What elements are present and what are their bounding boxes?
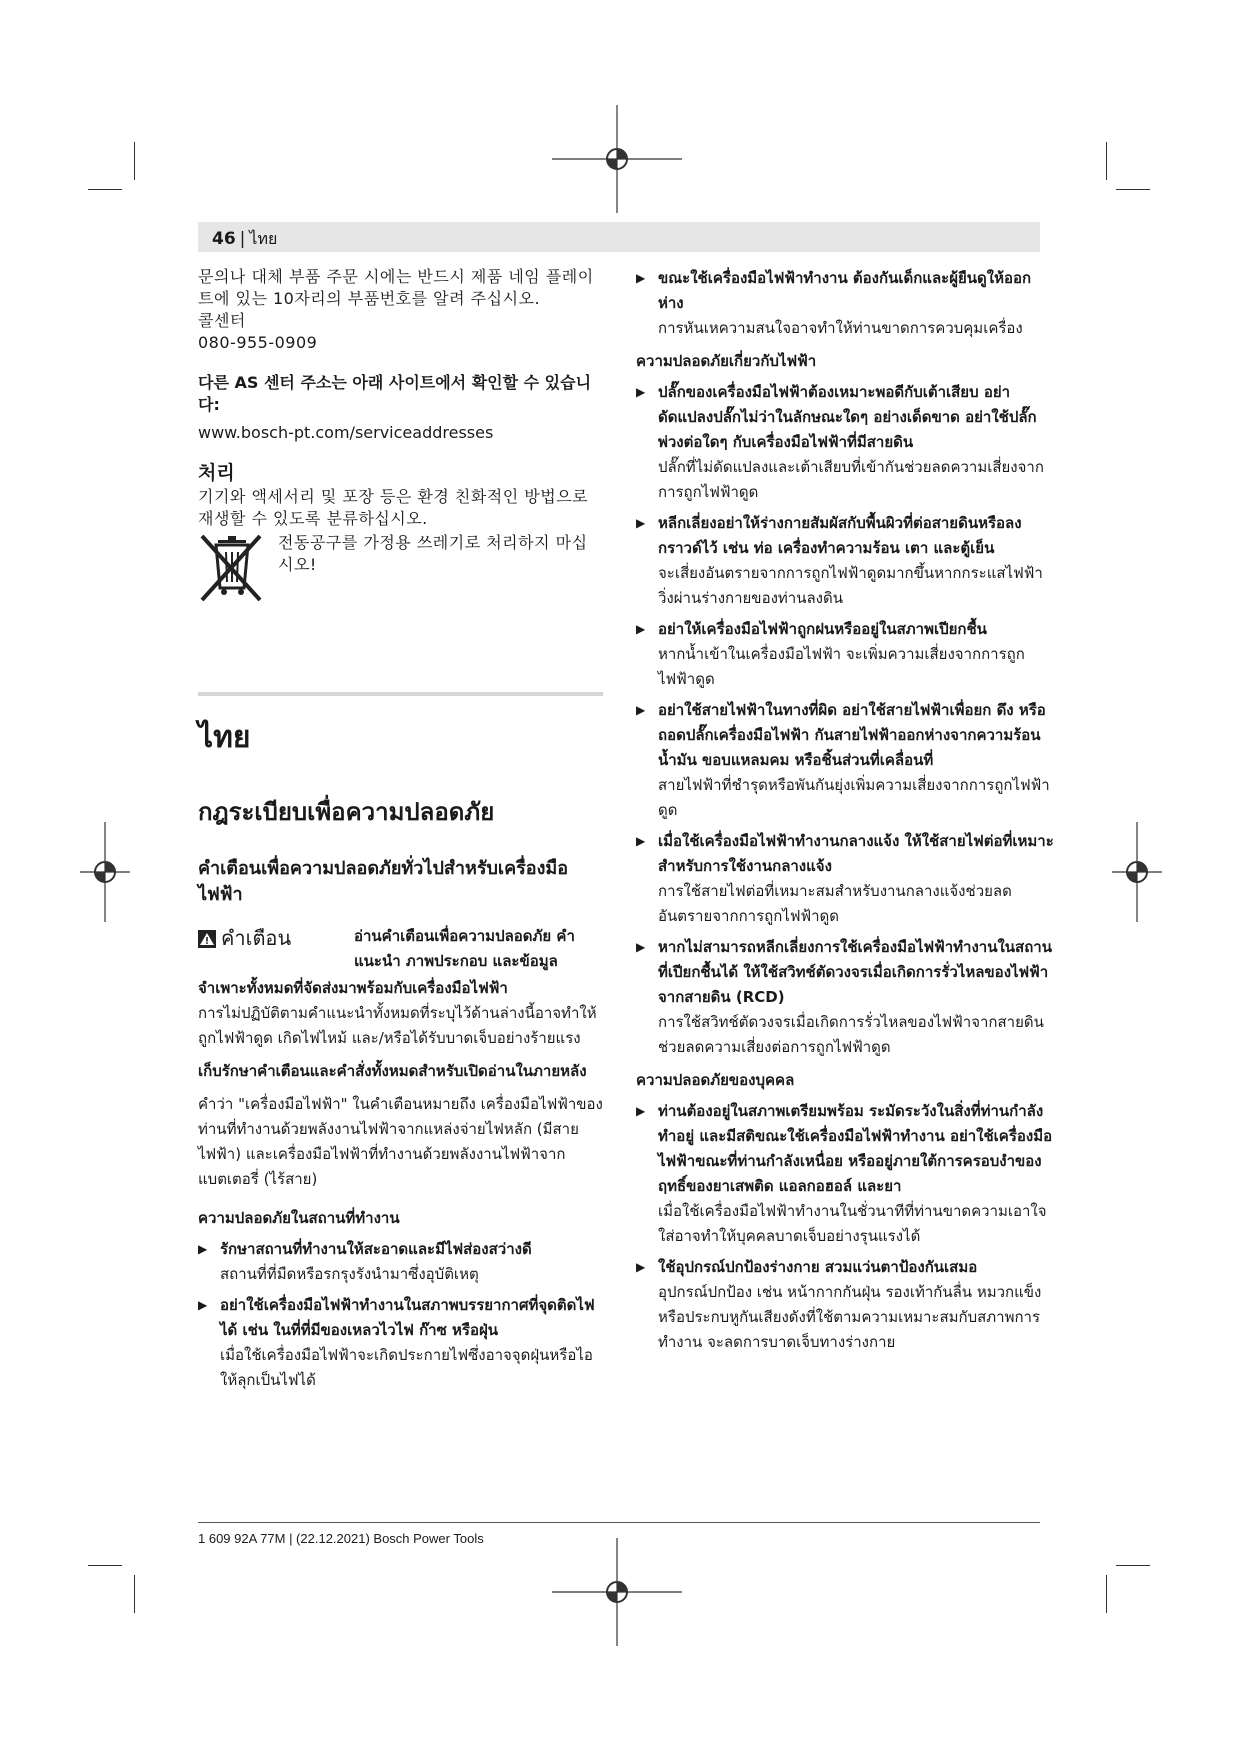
right-column bbox=[636, 266, 1054, 1355]
page-number: 46 bbox=[212, 229, 236, 249]
warning-text: อ่านคำเตือนเพื่อความปลอดภัย คำแนะนำ ภาพประกอบ และข้อมูล bbox=[354, 927, 575, 970]
kr-call-center: 콜센터 bbox=[198, 311, 246, 330]
service-url: www.bosch-pt.com/serviceaddresses bbox=[198, 423, 494, 442]
crop-mark bbox=[134, 142, 135, 180]
list-item: ▶ ขณะใช้เครื่องมือไฟฟ้าทำงาน ต้องกันเด็กและผู้ยืนดูให้ออกห่าง การหันเหความสนใจอาจทำให้ท่านขาดการควบคุมเครื่อง bbox=[636, 266, 1054, 341]
warning-consequence: การไม่ปฏิบัติตามคำแนะนำทั้งหมดที่ระบุไว้ด้านล่างนี้อาจทำให้ถูกไฟฟ้าดูด เกิดไฟไหม้ และ/หรือได้รับบาดเจ็บอย่างร้ายแรง bbox=[198, 1004, 597, 1047]
registration-mark-icon bbox=[552, 105, 682, 215]
disposal-text: 기기와 액세서리 및 포장 등은 환경 친화적인 방법으로 재생할 수 있도록 분류하십시오. bbox=[198, 487, 589, 528]
section-divider bbox=[198, 692, 603, 696]
warning-block bbox=[198, 924, 603, 976]
crop-mark bbox=[134, 1575, 135, 1613]
list-item: ▶ หากไม่สามารถหลีกเลี่ยงการใช้เครื่องมือไฟฟ้าทำงานในสถานที่เปียกชื้นได้ ให้ใช้สวิทช์ตัดวงจรเมื่อเกิดการรั่วไหลของไฟฟ้าจากสายดิน (RCD) การใช้สวิทช์ตัดวงจรเมื่อเกิดการรั่วไหลของไฟฟ้าจากสายดินช่วยลดความเสี่ยงต่อการถูกไฟฟ้าดูด bbox=[636, 935, 1054, 1060]
list-item: ▶ หลีกเลี่ยงอย่าให้ร่างกายสัมผัสกับพื้นผิวที่ต่อสายดินหรือลงกราวด์ไว้ เช่น ท่อ เครื่องทำความร้อน เตา และตู้เย็น จะเสี่ยงอันตรายจากการถูกไฟฟ้าดูดมากขึ้นหากกระแสไฟฟ้าวิ่งผ่านร่างกายของท่านลงดิน bbox=[636, 511, 1054, 611]
warning-triangle-icon bbox=[198, 930, 216, 948]
warning-continuation: จำเพาะทั้งหมดที่จัดส่งมาพร้อมกับเครื่องมือไฟฟ้า bbox=[198, 979, 508, 997]
crop-mark bbox=[1106, 1575, 1107, 1613]
footer-rule bbox=[198, 1522, 1040, 1523]
kr-as-heading: 다른 AS 센터 주소는 아래 사이트에서 확인할 수 있습니다: bbox=[198, 373, 592, 414]
registration-mark-icon bbox=[80, 822, 130, 922]
list-item: ▶ ใช้อุปกรณ์ปกป้องร่างกาย สวมแว่นตาป้องกันเสมอ อุปกรณ์ปกป้อง เช่น หน้ากากกันฝุ่น รองเท้ากันลื่น หมวกแข็ง หรือประกบหูกันเสียงดังที่ใช้ตามความเหมาะสมกับสภาพการทำงาน จะลดการบาดเจ็บทางร่างกาย bbox=[636, 1255, 1054, 1355]
electrical-safety-heading: ความปลอดภัยเกี่ยวกับไฟฟ้า bbox=[636, 352, 817, 370]
page-footer: 1 609 92A 77M | (22.12.2021) Bosch Power Tools bbox=[198, 1531, 484, 1546]
safety-rules-title: กฎระเบียบเพื่อความปลอดภัย bbox=[198, 798, 495, 826]
registration-mark-icon bbox=[552, 1538, 682, 1648]
disposal-heading: 처리 bbox=[198, 462, 235, 484]
crop-mark bbox=[88, 189, 122, 190]
registration-mark-icon bbox=[1112, 822, 1162, 922]
list-item: ▶ เมื่อใช้เครื่องมือไฟฟ้าทำงานกลางแจ้ง ให้ใช้สายไฟต่อที่เหมาะสำหรับการใช้งานกลางแจ้ง การใช้สายไฟต่อที่เหมาะสมสำหรับงานกลางแจ้งช่วยลดอันตรายจากการถูกไฟฟ้าดูด bbox=[636, 829, 1054, 929]
crop-mark bbox=[1116, 189, 1150, 190]
list-item: ▶ อย่าให้เครื่องมือไฟฟ้าถูกฝนหรืออยู่ในสภาพเปียกชื้น หากน้ำเข้าในเครื่องมือไฟฟ้า จะเพิ่มความเสี่ยงจากการถูกไฟฟ้าดูด bbox=[636, 617, 1054, 692]
warning-label: คำเตือน bbox=[198, 926, 291, 951]
list-item: ▶ รักษาสถานที่ทำงานให้สะอาดและมีไฟส่องสว่างดี สถานที่ที่มืดหรือรกรุงรังนำมาซึ่งอุบัติเหตุ bbox=[198, 1237, 603, 1287]
weee-text: 전동공구를 가정용 쓰레기로 처리하지 마십시오! bbox=[278, 533, 588, 574]
language-title: ไทย bbox=[198, 720, 251, 755]
weee-notice bbox=[198, 532, 603, 604]
work-area-heading: ความปลอดภัยในสถานที่ทำงาน bbox=[198, 1209, 400, 1227]
list-item: ▶ ท่านต้องอยู่ในสภาพเตรียมพร้อม ระมัดระวังในสิ่งที่ท่านกำลังทำอยู่ และมีสติขณะใช้เครื่องมือไฟฟ้าทำงาน อย่าใช้เครื่องมือไฟฟ้าขณะที่ท่านกำลังเหนื่อย หรืออยู่ภายใต้การครอบงำของฤทธิ์ของยาเสพติด แอลกอฮอล์ และยา เมื่อใช้เครื่องมือไฟฟ้าทำงานในชั่วนาทีที่ท่านขาดความเอาใจใส่อาจทำให้บุคคลบาดเจ็บอย่างรุนแรงได้ bbox=[636, 1099, 1054, 1249]
crop-mark bbox=[1116, 1565, 1150, 1566]
keep-instructions: เก็บรักษาคำเตือนและคำสั่งทั้งหมดสำหรับเปิดอ่านในภายหลัง bbox=[198, 1062, 587, 1080]
crop-mark bbox=[88, 1565, 122, 1566]
list-item: ▶ ปลั๊กของเครื่องมือไฟฟ้าต้องเหมาะพอดีกับเต้าเสียบ อย่าดัดแปลงปลั๊กไม่ว่าในลักษณะใดๆ อย่างเด็ดขาด อย่าใช้ปลั๊กพ่วงต่อใดๆ กับเครื่องมือไฟฟ้าที่มีสายดิน ปลั๊กที่ไม่ดัดแปลงและเต้าเสียบที่เข้ากันช่วยลดความเสี่ยงจากการถูกไฟฟ้าดูด bbox=[636, 380, 1054, 505]
page-header: 46 | ไทย bbox=[198, 222, 1040, 252]
power-tool-definition: คำว่า "เครื่องมือไฟฟ้า" ในคำเตือนหมายถึง เครื่องมือไฟฟ้าของท่านที่ทำงานด้วยพลังงานไฟฟ้าจากแหล่งจ่ายไฟหลัก (มีสายไฟฟ้า) และเครื่องมือไฟฟ้าที่ทำงานด้วยพลังงานไฟฟ้าจากแบตเตอรี่ (ไร้สาย) bbox=[198, 1095, 603, 1188]
list-item: ▶ อย่าใช้เครื่องมือไฟฟ้าทำงานในสภาพบรรยากาศที่จุดติดไฟได้ เช่น ในที่ที่มีของเหลวไวไฟ ก๊าซ หรือฝุ่น เมื่อใช้เครื่องมือไฟฟ้าจะเกิดประกายไฟซึ่งอาจจุดฝุ่นหรือไอให้ลุกเป็นไฟได้ bbox=[198, 1293, 603, 1393]
crop-mark bbox=[1106, 142, 1107, 180]
crossed-bin-icon bbox=[198, 532, 264, 604]
header-language: ไทย bbox=[249, 229, 278, 248]
list-item: ▶ อย่าใช้สายไฟฟ้าในทางที่ผิด อย่าใช้สายไฟฟ้าเพื่อยก ดึง หรือถอดปลั๊กเครื่องมือไฟฟ้า กันสายไฟฟ้าออกห่างจากความร้อน น้ำมัน ขอบแหลมคม หรือชิ้นส่วนที่เคลื่อนที่ สายไฟฟ้าที่ชำรุดหรือพันกันยุ่งเพิ่มความเสี่ยงจากการถูกไฟฟ้าดูด bbox=[636, 698, 1054, 823]
left-column bbox=[198, 266, 603, 1393]
kr-parts-paragraph: 문의나 대체 부품 주문 시에는 반드시 제품 네임 플레이트에 있는 10자리의 부품번호를 알려 주십시오. bbox=[198, 267, 594, 308]
personal-safety-heading: ความปลอดภัยของบุคคล bbox=[636, 1071, 795, 1089]
general-warnings-title: คำเตือนเพื่อความปลอดภัยทั่วไปสำหรับเครื่องมือไฟฟ้า bbox=[198, 858, 569, 905]
kr-phone: 080-955-0909 bbox=[198, 333, 318, 352]
